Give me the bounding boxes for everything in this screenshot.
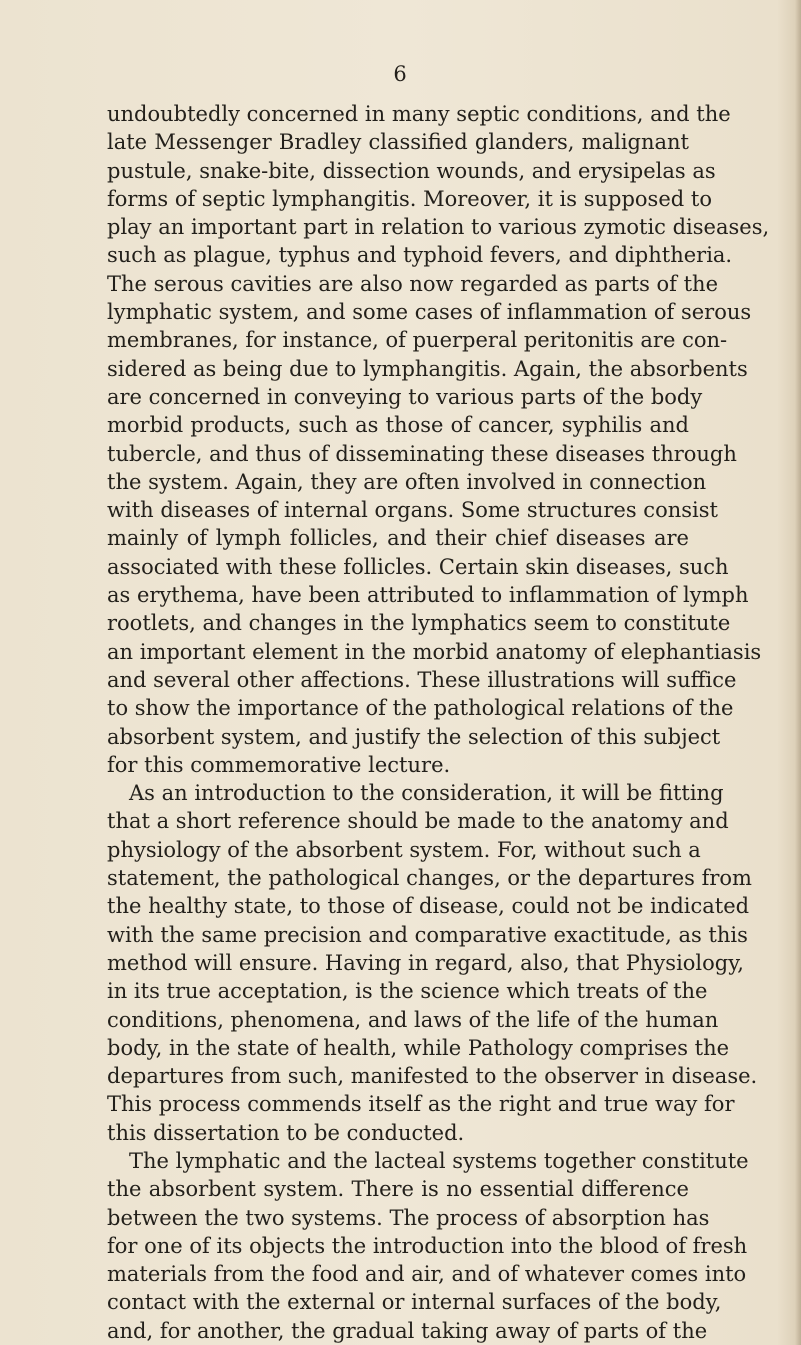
text-line: undoubtedly concerned in many septic conditions, and the	[107, 102, 731, 126]
text-line: for one of its objects the introduction into the blood of fresh	[107, 1233, 748, 1258]
text-line: are concerned in conveying to various parts of the body	[107, 384, 703, 409]
text-line: the system. Again, they are often involved in connection	[107, 469, 707, 494]
paragraph-2	[107, 779, 758, 1147]
text-line: between the two systems. The process of absorption has	[107, 1205, 710, 1230]
text-line: This process commends itself as the right and true way for	[107, 1092, 735, 1117]
text-line: to show the importance of the pathological relations of the	[107, 696, 734, 721]
page-edge-shadow	[795, 0, 801, 1345]
text-line: conditions, phenomena, and laws of the life of the human	[107, 1007, 719, 1032]
text-line: and several other affections. These illustrations will suffice	[107, 667, 737, 692]
text-line: sidered as being due to lymphangitis. Again, the absorbents	[107, 356, 748, 381]
text-line: in its true acceptation, is the science which treats of the	[107, 979, 708, 1004]
text-line: lymphatic system, and some cases of inflammation of serous	[107, 300, 752, 325]
text-line: physiology of the absorbent system. For, without such a	[107, 837, 701, 862]
text-line: rootlets, and changes in the lymphatics seem to constitute	[107, 611, 731, 636]
text-line: such as plague, typhus and typhoid fevers, and diphtheria.	[107, 243, 733, 268]
text-line: late Messenger Bradley classified glanders, malignant	[107, 130, 689, 155]
text-line: contact with the external or internal surfaces of the body,	[107, 1290, 722, 1315]
text-line: The lymphatic and the lacteal systems together constitute	[129, 1148, 749, 1173]
text-line: as erythema, have been attributed to inflammation of lymph	[107, 583, 749, 608]
text-line: with diseases of internal organs. Some structures consist	[107, 498, 718, 523]
body-text	[107, 100, 770, 1345]
text-line: the healthy state, to those of disease, could not be indicated	[107, 894, 750, 919]
text-line: The serous cavities are also now regarded as parts of the	[107, 271, 719, 296]
text-line: materials from the food and air, and of whatever comes into	[107, 1262, 747, 1287]
paragraph-3	[107, 1147, 749, 1345]
text-line: pustule, snake-bite, dissection wounds, and erysipelas as	[107, 158, 716, 183]
text-line: the absorbent system. There is no essential difference	[107, 1177, 689, 1202]
text-line: absorbent system, and justify the selection of this subject	[107, 724, 721, 749]
text-line: with the same precision and comparative exactitude, as this	[107, 922, 748, 947]
text-line: this dissertation to be conducted.	[107, 1120, 465, 1145]
text-line: tubercle, and thus of disseminating these diseases through	[107, 441, 737, 466]
text-line: and, for another, the gradual taking away of parts of the	[107, 1318, 708, 1343]
text-line: body, in the state of health, while Pathology comprises the	[107, 1035, 730, 1060]
paragraph-1	[107, 100, 770, 779]
text-line: associated with these follicles. Certain skin diseases, such	[107, 554, 729, 579]
text-line: membranes, for instance, of puerperal peritonitis are con-	[107, 328, 728, 353]
text-line: mainly of lymph follicles, and their chief diseases are	[107, 526, 689, 551]
text-line: As an introduction to the consideration, it will be fitting	[129, 781, 724, 806]
text-line: morbid products, such as those of cancer, syphilis and	[107, 413, 689, 438]
text-line: forms of septic lymphangitis. Moreover, it is supposed to	[107, 186, 712, 211]
text-line: an important element in the morbid anatomy of elephantiasis	[107, 639, 762, 664]
text-line: method will ensure. Having in regard, also, that Physiology,	[107, 950, 744, 975]
text-line: statement, the pathological changes, or the departures from	[107, 866, 752, 891]
text-line: play an important part in relation to various zymotic diseases,	[107, 215, 770, 240]
page-number: 6	[393, 62, 408, 86]
text-line: for this commemorative lecture.	[107, 752, 451, 777]
text-line: that a short reference should be made to the anatomy and	[107, 809, 729, 834]
text-line: departures from such, manifested to the observer in disease.	[107, 1064, 758, 1089]
